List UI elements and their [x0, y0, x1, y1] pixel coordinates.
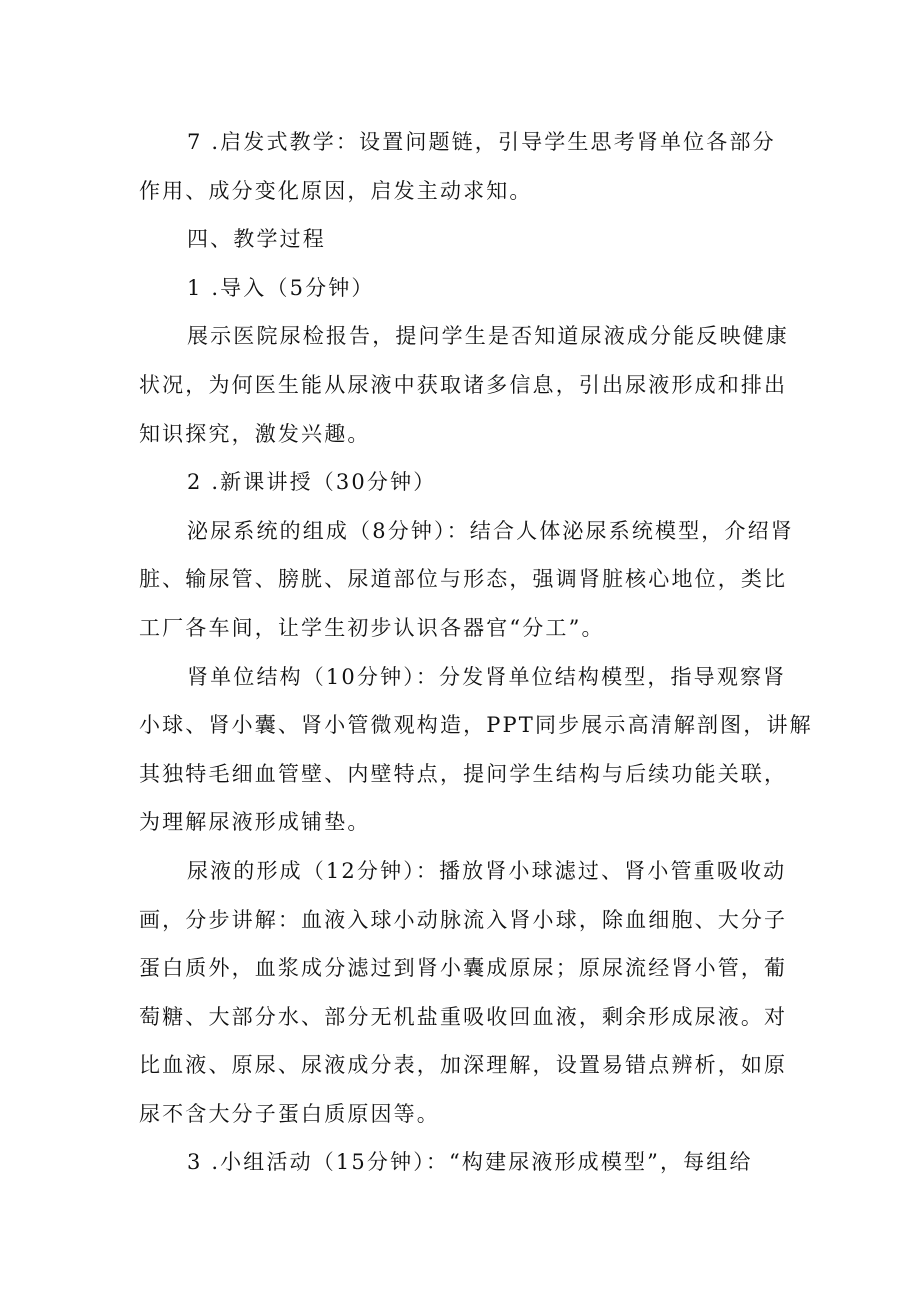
text-line: 状况，为何医生能从尿液中获取诸多信息，引出尿液形成和排出 [139, 372, 788, 397]
paragraph-p8 [139, 847, 794, 1139]
paragraph-p7 [139, 653, 813, 847]
text-line: 2 .新课讲授（30分钟） [187, 470, 437, 495]
text-line: 作用、成分变化原因，启发主动求知。 [139, 178, 533, 203]
text-line: 为理解尿液形成铺垫。 [139, 810, 371, 835]
text-line: 比血液、原尿、尿液成分表，加深理解，设置易错点辨析，如原 [139, 1053, 788, 1078]
text-line: 尿液的形成（12分钟）：播放肾小球滤过、肾小管重吸收动 [187, 858, 787, 883]
text-line: 泌尿系统的组成（8分钟）：结合人体泌尿系统模型，介绍肾 [187, 518, 794, 543]
paragraph-p2 [139, 215, 794, 264]
paragraph-p1 [139, 118, 794, 215]
text-line: 工厂各车间，让学生初步认识各器官“分工”。 [139, 615, 605, 640]
text-line: 其独特毛细血管壁、内壁特点，提问学生结构与后续功能关联， [139, 761, 788, 786]
text-line: 7 .启发式教学：设置问题链，引导学生思考肾单位各部分 [187, 130, 776, 154]
text-line: 萄糖、大部分水、部分无机盐重吸收回血液，剩余形成尿液。对 [139, 1004, 788, 1029]
paragraph-p9 [139, 1138, 794, 1187]
text-line: 3 .小组活动（15分钟）：“构建尿液形成模型”，每组给 [187, 1150, 753, 1175]
text-line: 肾单位结构（10分钟）：分发肾单位结构模型，指导观察肾 [187, 664, 787, 689]
paragraph-p4 [139, 312, 794, 458]
document-page [139, 118, 813, 1187]
text-line: 小球、肾小囊、肾小管微观构造，PPT同步展示高清解剖图，讲解 [139, 713, 813, 738]
text-line: 脏、输尿管、膀胱、尿道部位与形态，强调肾脏核心地位，类比 [139, 567, 788, 592]
paragraph-p5 [139, 458, 794, 507]
text-line: 知识探究，激发兴趣。 [139, 421, 371, 446]
text-line: 蛋白质外，血浆成分滤过到肾小囊成原尿；原尿流经肾小管，葡 [139, 956, 788, 981]
text-line: 画，分步讲解：血液入球小动脉流入肾小球，除血细胞、大分子 [139, 907, 788, 932]
text-line: 展示医院尿检报告，提问学生是否知道尿液成分能反映健康 [187, 324, 789, 349]
text-line: 尿不含大分子蛋白质原因等。 [139, 1101, 440, 1126]
text-line: 1 .导入（5分钟） [187, 275, 375, 300]
paragraph-p6 [139, 507, 794, 653]
paragraph-p3 [139, 264, 794, 313]
text-line: 四、教学过程 [187, 227, 326, 252]
